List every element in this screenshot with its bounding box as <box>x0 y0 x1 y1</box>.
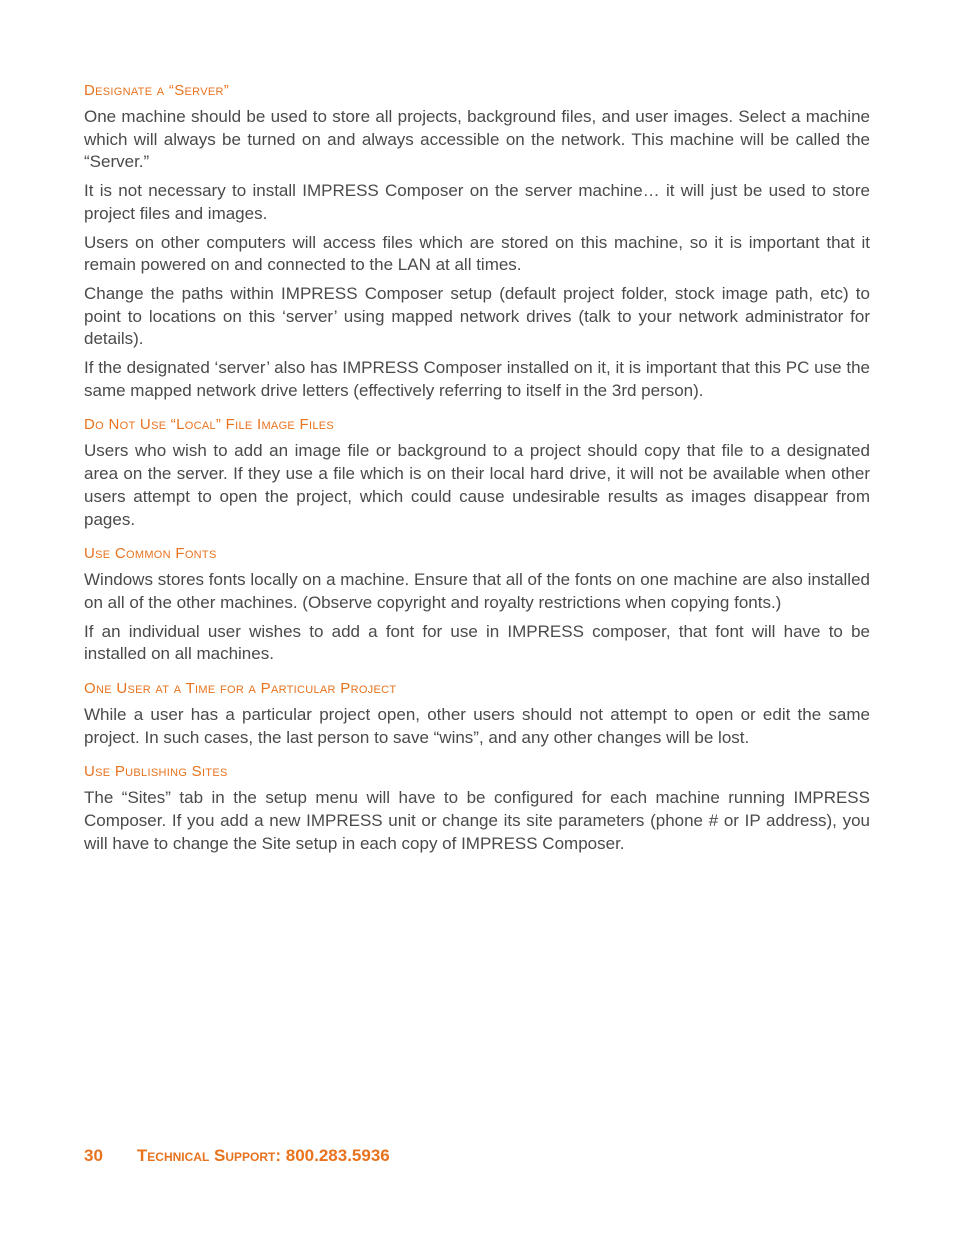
paragraph: It is not necessary to install IMPRESS Composer on the server machine… it will just be used to store project files and images. <box>84 181 870 223</box>
section-local-files <box>84 414 870 531</box>
page-number: 30 <box>84 1146 103 1165</box>
page-content <box>84 80 870 862</box>
section-one-user <box>84 678 870 749</box>
paragraph: Users on other computers will access files which are stored on this machine, so it is important that it remain powered on and connected to the LAN at all times. <box>84 232 870 275</box>
section-common-fonts <box>84 543 870 666</box>
section-heading: Designate a “Server” <box>84 82 230 99</box>
section-heading: One User at a Time for a Particular Project <box>84 680 397 698</box>
section-heading: Do Not Use “Local” File Image Files <box>84 416 335 434</box>
paragraph: The “Sites” tab in the setup menu will have to be configured for each machine running IMPRESS Composer. If you add a new IMPRESS unit or change its site parameters (phone # or IP address), you will have to change the Site setup in each copy of IMPRESS Composer. <box>84 788 870 853</box>
paragraph: Windows stores fonts locally on a machine. Ensure that all of the fonts on one machine are also installed on all of the other machines. (Observe copyright and royalty restrictions when copying fonts.) <box>84 570 870 612</box>
paragraph: One machine should be used to store all projects, background files, and user images. Select a machine which will always be turned on and always accessible on the network. This machine will be called the “Server.” <box>84 107 870 172</box>
paragraph: Users who wish to add an image file or background to a project should copy that file to a designated area on the server. If they use a file which is on their local hard drive, it will not be available when other users attempt to open the project, which could cause undesirable results as images disappear from pages. <box>84 441 870 529</box>
paragraph: If the designated ‘server’ also has IMPRESS Composer installed on it, it is important that this PC use the same mapped network drive letters (effectively referring to itself in the 3rd person). <box>84 358 870 400</box>
paragraph: While a user has a particular project open, other users should not attempt to open or edit the same project. In such cases, the last person to save “wins”, and any other changes will be lost. <box>84 705 870 747</box>
paragraph: If an individual user wishes to add a font for use in IMPRESS composer, that font will have to be installed on all machines. <box>84 621 870 664</box>
technical-support-label: Technical Support: 800.283.5936 <box>136 1146 390 1165</box>
section-heading: Use Common Fonts <box>84 545 217 563</box>
section-publishing-sites <box>84 761 870 855</box>
paragraph: Change the paths within IMPRESS Composer setup (default project folder, stock image path, etc) to point to locations on this ‘server’ using mapped network drives (talk to your network administrator for details). <box>84 283 870 349</box>
section-heading: Use Publishing Sites <box>84 763 228 781</box>
page-footer <box>84 1146 390 1166</box>
section-designate-server <box>84 80 870 402</box>
